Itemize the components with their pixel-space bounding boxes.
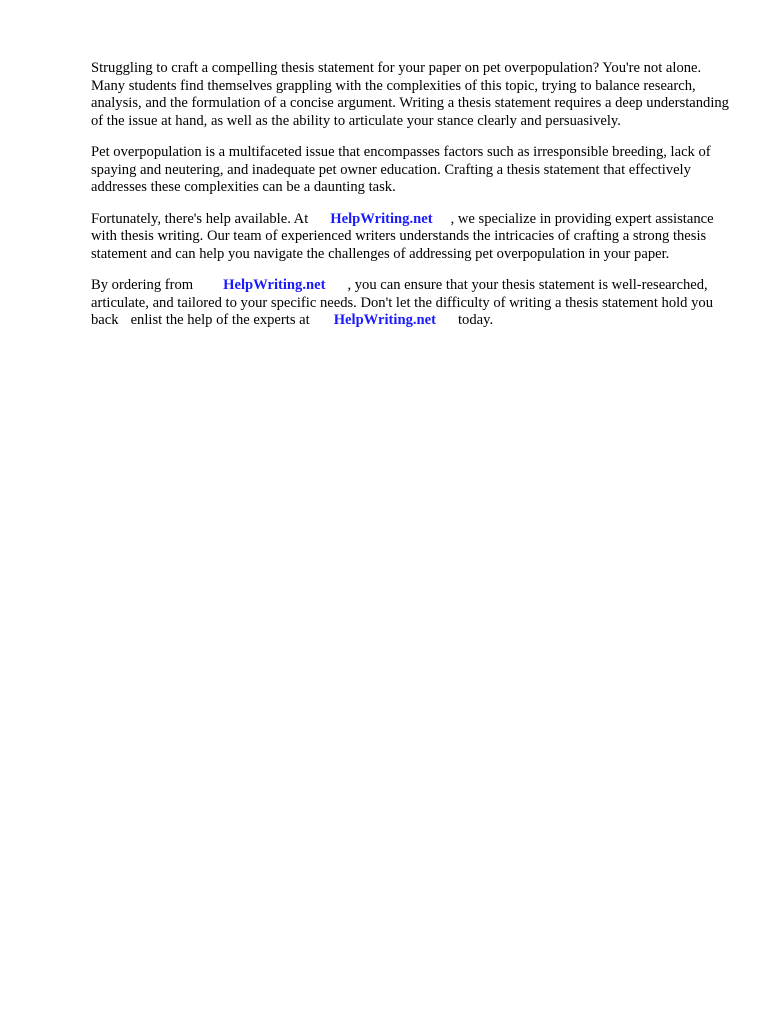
paragraph-order-text-end: today.	[457, 312, 494, 328]
paragraph-order-text-middle: , you can ensure that your thesis statement is well-researched, articulate, and tailored to your specific needs. Don't let the difficulty of writing a thesis statement hold you back	[91, 277, 714, 328]
document-body	[91, 60, 731, 344]
paragraph-order-text-middle2: enlist the help of the experts at	[130, 312, 310, 328]
paragraph-help-text-start: Fortunately, there's help available. At	[91, 210, 309, 227]
helpwriting-link-3[interactable]: HelpWriting.net	[333, 312, 436, 328]
helpwriting-link-2[interactable]: HelpWriting.net	[223, 277, 326, 293]
paragraph-intro: Struggling to craft a compelling thesis statement for your paper on pet overpopulation? You're not alone. Many students find themselves grappling with the complexities of this topic, trying to balance research, analysis, and the formulation of a concise argument. Writing a thesis statement requires a deep understanding of the issue at hand, as well as the ability to articulate your stance clearly and persuasively.	[91, 60, 729, 129]
paragraph-help-text-end: , we specialize in providing expert assistance with thesis writing. Our team of experienced writers understands the intricacies of crafting a strong thesis statement and can help you navigate the challenges of addressing pet overpopulation in your paper.	[91, 210, 714, 262]
paragraph-order-text-start: By ordering from	[91, 277, 194, 293]
paragraph-order	[91, 277, 731, 330]
paragraph-issue: Pet overpopulation is a multifaceted issue that encompasses factors such as irresponsible breeding, lack of spaying and neutering, and inadequate pet owner education. Crafting a thesis statement that effectively addresses these complexities can be a daunting task.	[91, 144, 711, 195]
paragraph-help	[91, 211, 731, 264]
helpwriting-link-1[interactable]: HelpWriting.net	[330, 210, 433, 227]
